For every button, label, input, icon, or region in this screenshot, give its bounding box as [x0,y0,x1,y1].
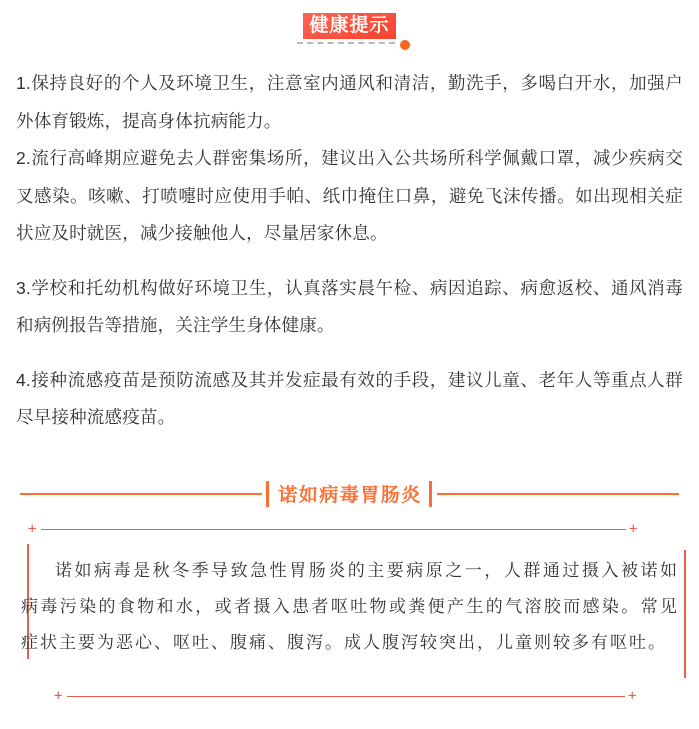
tip-paragraph-3: 3.学校和托幼机构做好环境卫生，认真落实晨午检、病因追踪、病愈返校、通风消毒和病例报告等措施，关注学生身体健康。 [16,277,683,335]
norovirus-description: 诺如病毒是秋冬季导致急性胃肠炎的主要病原之一，人群通过摄入被诺如病毒污染的食物和水，或者摄入患者呕吐物或粪便产生的气溶胶而感染。常见症状主要为恶心、呕吐、腹痛、腹泻。成人腹泻较突出，儿童则较多有呕吐。 [21,560,679,652]
divider-line-left [20,493,262,495]
section-divider [0,481,699,507]
section-title: 诺如病毒胃肠炎 [278,485,422,506]
corner-mark-bottom-left: + [54,687,63,704]
box-border-bottom [67,696,625,698]
tip-paragraph-1: 1.保持良好的个人及环境卫生，注意室内通风和清洁，勤洗手，多喝白开水，加强户外体育锻炼，提高身体抗病能力。 [16,73,683,131]
corner-mark-top-left: + [28,520,37,537]
corner-mark-top-right: + [629,520,638,537]
corner-mark-bottom-right: + [628,687,637,704]
divider-line-right [437,493,679,495]
page-header [0,0,699,44]
box-border-right [684,550,686,678]
health-tips-badge: 健康提示 [303,13,395,39]
tip-paragraph-4: 4.接种流感疫苗是预防流感及其并发症最有效的手段，建议儿童、老年人等重点人群尽早接种流感疫苗。 [16,369,683,427]
accent-dot-icon [400,40,410,50]
box-border-top [41,529,626,531]
tip-paragraph-2: 2.流行高峰期应避免去人群密集场所，建议出入公共场所科学佩戴口罩，减少疾病交叉感染。咳嗽、打喷嚏时应使用手帕、纸巾掩住口鼻，避免飞沫传播。如出现相关症状应及时就医，减少接触他人，尽量居家休息。 [16,148,683,243]
health-tips-badge-group [303,13,395,44]
dashed-underline [297,42,394,44]
tips-list [0,65,699,437]
divider-bar-left [266,481,269,507]
divider-bar-right [429,481,432,507]
norovirus-info-box [0,511,699,716]
